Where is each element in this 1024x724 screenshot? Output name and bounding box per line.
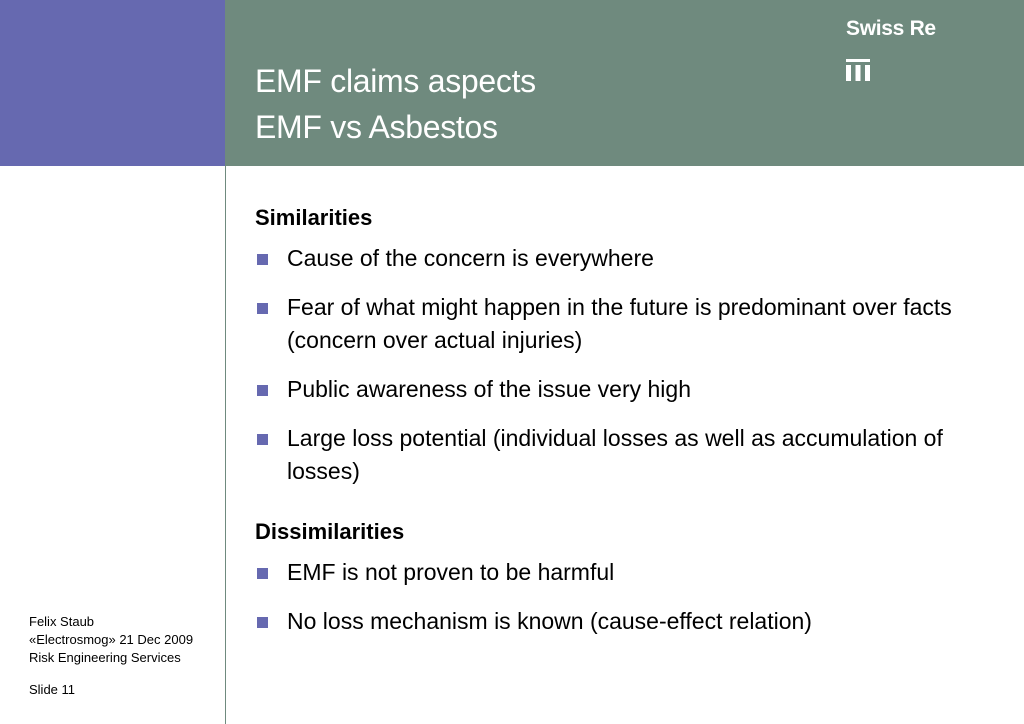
list-item-text: Cause of the concern is everywhere <box>287 245 654 271</box>
list-item-text: Fear of what might happen in the future is predominant over facts (concern over actual injuries) <box>287 294 952 353</box>
list-item <box>255 291 995 357</box>
similarities-heading: Similarities <box>255 205 373 230</box>
square-bullet-icon <box>257 254 268 265</box>
slide-number: Slide 11 <box>29 682 76 697</box>
list-item-text: No loss mechanism is known (cause-effect relation) <box>287 608 812 634</box>
slide-content <box>255 200 995 654</box>
brand-name: Swiss Re <box>846 17 936 40</box>
slide-title <box>255 58 536 150</box>
list-item-text: EMF is not proven to be harmful <box>287 559 615 585</box>
list-item <box>255 373 995 406</box>
square-bullet-icon <box>257 568 268 579</box>
footer-event: «Electrosmog» 21 Dec 2009 <box>29 632 194 647</box>
list-item <box>255 422 995 488</box>
slide-footer <box>29 613 219 699</box>
header-band <box>225 0 1024 166</box>
square-bullet-icon <box>257 385 268 396</box>
footer-department: Risk Engineering Services <box>29 650 181 665</box>
swiss-re-logo-icon <box>846 59 870 81</box>
list-item <box>255 556 995 589</box>
square-bullet-icon <box>257 434 268 445</box>
slide-title-line-1: EMF claims aspects <box>255 63 536 99</box>
similarities-list <box>255 242 995 488</box>
slide-title-line-2: EMF vs Asbestos <box>255 109 498 145</box>
square-bullet-icon <box>257 303 268 314</box>
dissimilarities-list <box>255 556 995 638</box>
footer-author: Felix Staub <box>29 614 95 629</box>
square-bullet-icon <box>257 617 268 628</box>
list-item <box>255 605 995 638</box>
corner-accent-block <box>0 0 225 166</box>
list-item <box>255 242 995 275</box>
vertical-divider <box>225 166 226 724</box>
dissimilarities-heading: Dissimilarities <box>255 519 405 544</box>
list-item-text: Large loss potential (individual losses as well as accumulation of losses) <box>287 425 943 484</box>
list-item-text: Public awareness of the issue very high <box>287 376 691 402</box>
